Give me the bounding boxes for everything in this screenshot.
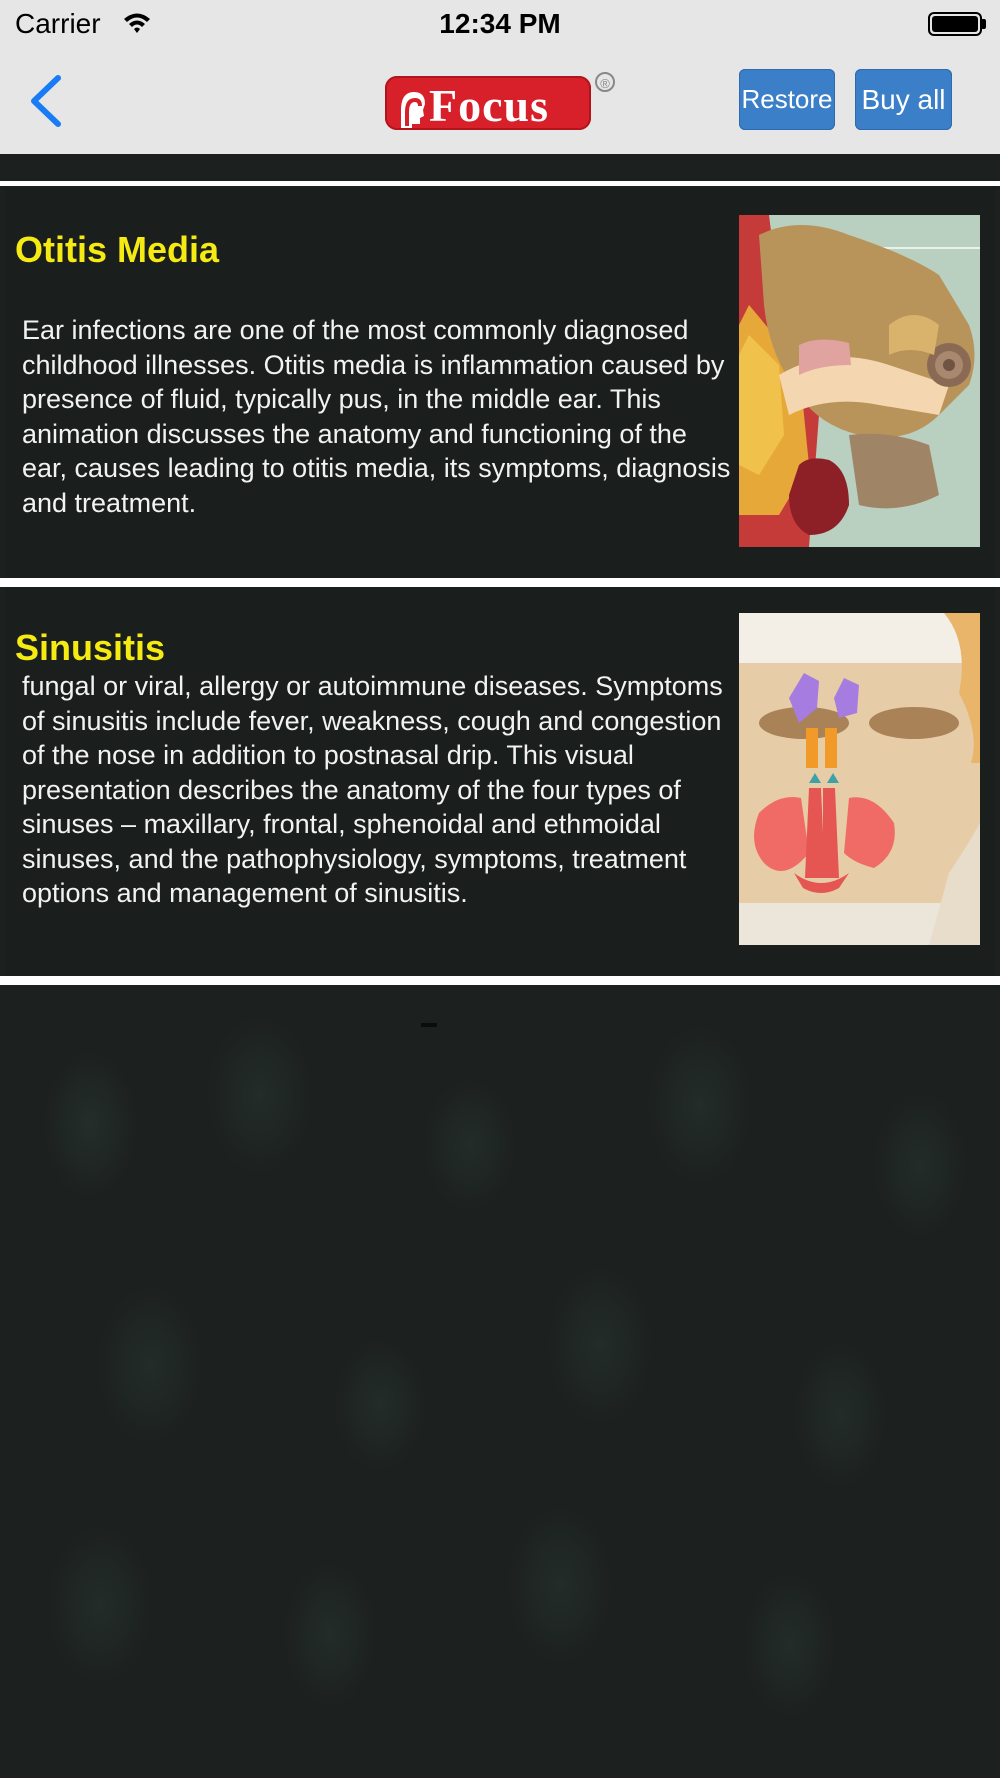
status-bar	[0, 0, 1000, 50]
item-thumbnail[interactable]	[739, 215, 980, 547]
list-separator	[0, 976, 1000, 985]
item-title: Sinusitis	[15, 627, 166, 668]
item-title: Otitis Media	[15, 229, 220, 270]
item-description-viewport	[22, 671, 734, 971]
registered-mark: ®	[595, 72, 615, 92]
scroll-indicator	[421, 1023, 437, 1027]
item-description: Ear infections are one of the most commonly diagnosed childhood illnesses. Otitis media is inflammation caused by presence of fluid, typically pus, in the middle ear. This animation discusses the anatomy and functioning of the ear, causes leading to otitis media, its symptoms, diagnosis and treatment.	[22, 315, 731, 518]
focus-logo	[385, 72, 617, 134]
chevron-left-icon	[22, 72, 68, 130]
ear-anatomy-illustration	[739, 215, 980, 547]
restore-button[interactable]: Restore	[739, 69, 835, 130]
logo-badge	[385, 76, 591, 130]
list-item[interactable]	[5, 587, 995, 976]
battery-tip	[982, 19, 986, 29]
item-thumbnail[interactable]	[739, 613, 980, 945]
sinus-anatomy-illustration	[739, 613, 980, 945]
head-silhouette-icon	[397, 88, 427, 128]
navigation-bar	[0, 50, 1000, 154]
clock: 12:34 PM	[439, 8, 561, 39]
back-button[interactable]	[22, 72, 68, 130]
buy-all-button[interactable]: Buy all	[855, 69, 952, 130]
background-texture	[0, 985, 1000, 1778]
battery-icon	[928, 12, 982, 36]
item-description: fungal or viral, allergy or autoimmune diseases. Symptoms of sinusitis include fever, weakness, cough and congestion of the nose in addition to postnasal drip. This visual presentation describes the anatomy of the four types of sinuses – maxillary, frontal, sphenoidal and ethmoidal sinuses, and the pathophysiology, symptoms, treatment options and management of sinusitis.	[22, 671, 723, 908]
logo-text: Focus	[429, 80, 549, 131]
list-item[interactable]	[5, 189, 995, 578]
list-top-divider	[0, 181, 1000, 186]
carrier-label: Carrier	[15, 8, 101, 39]
list-separator	[0, 578, 1000, 587]
